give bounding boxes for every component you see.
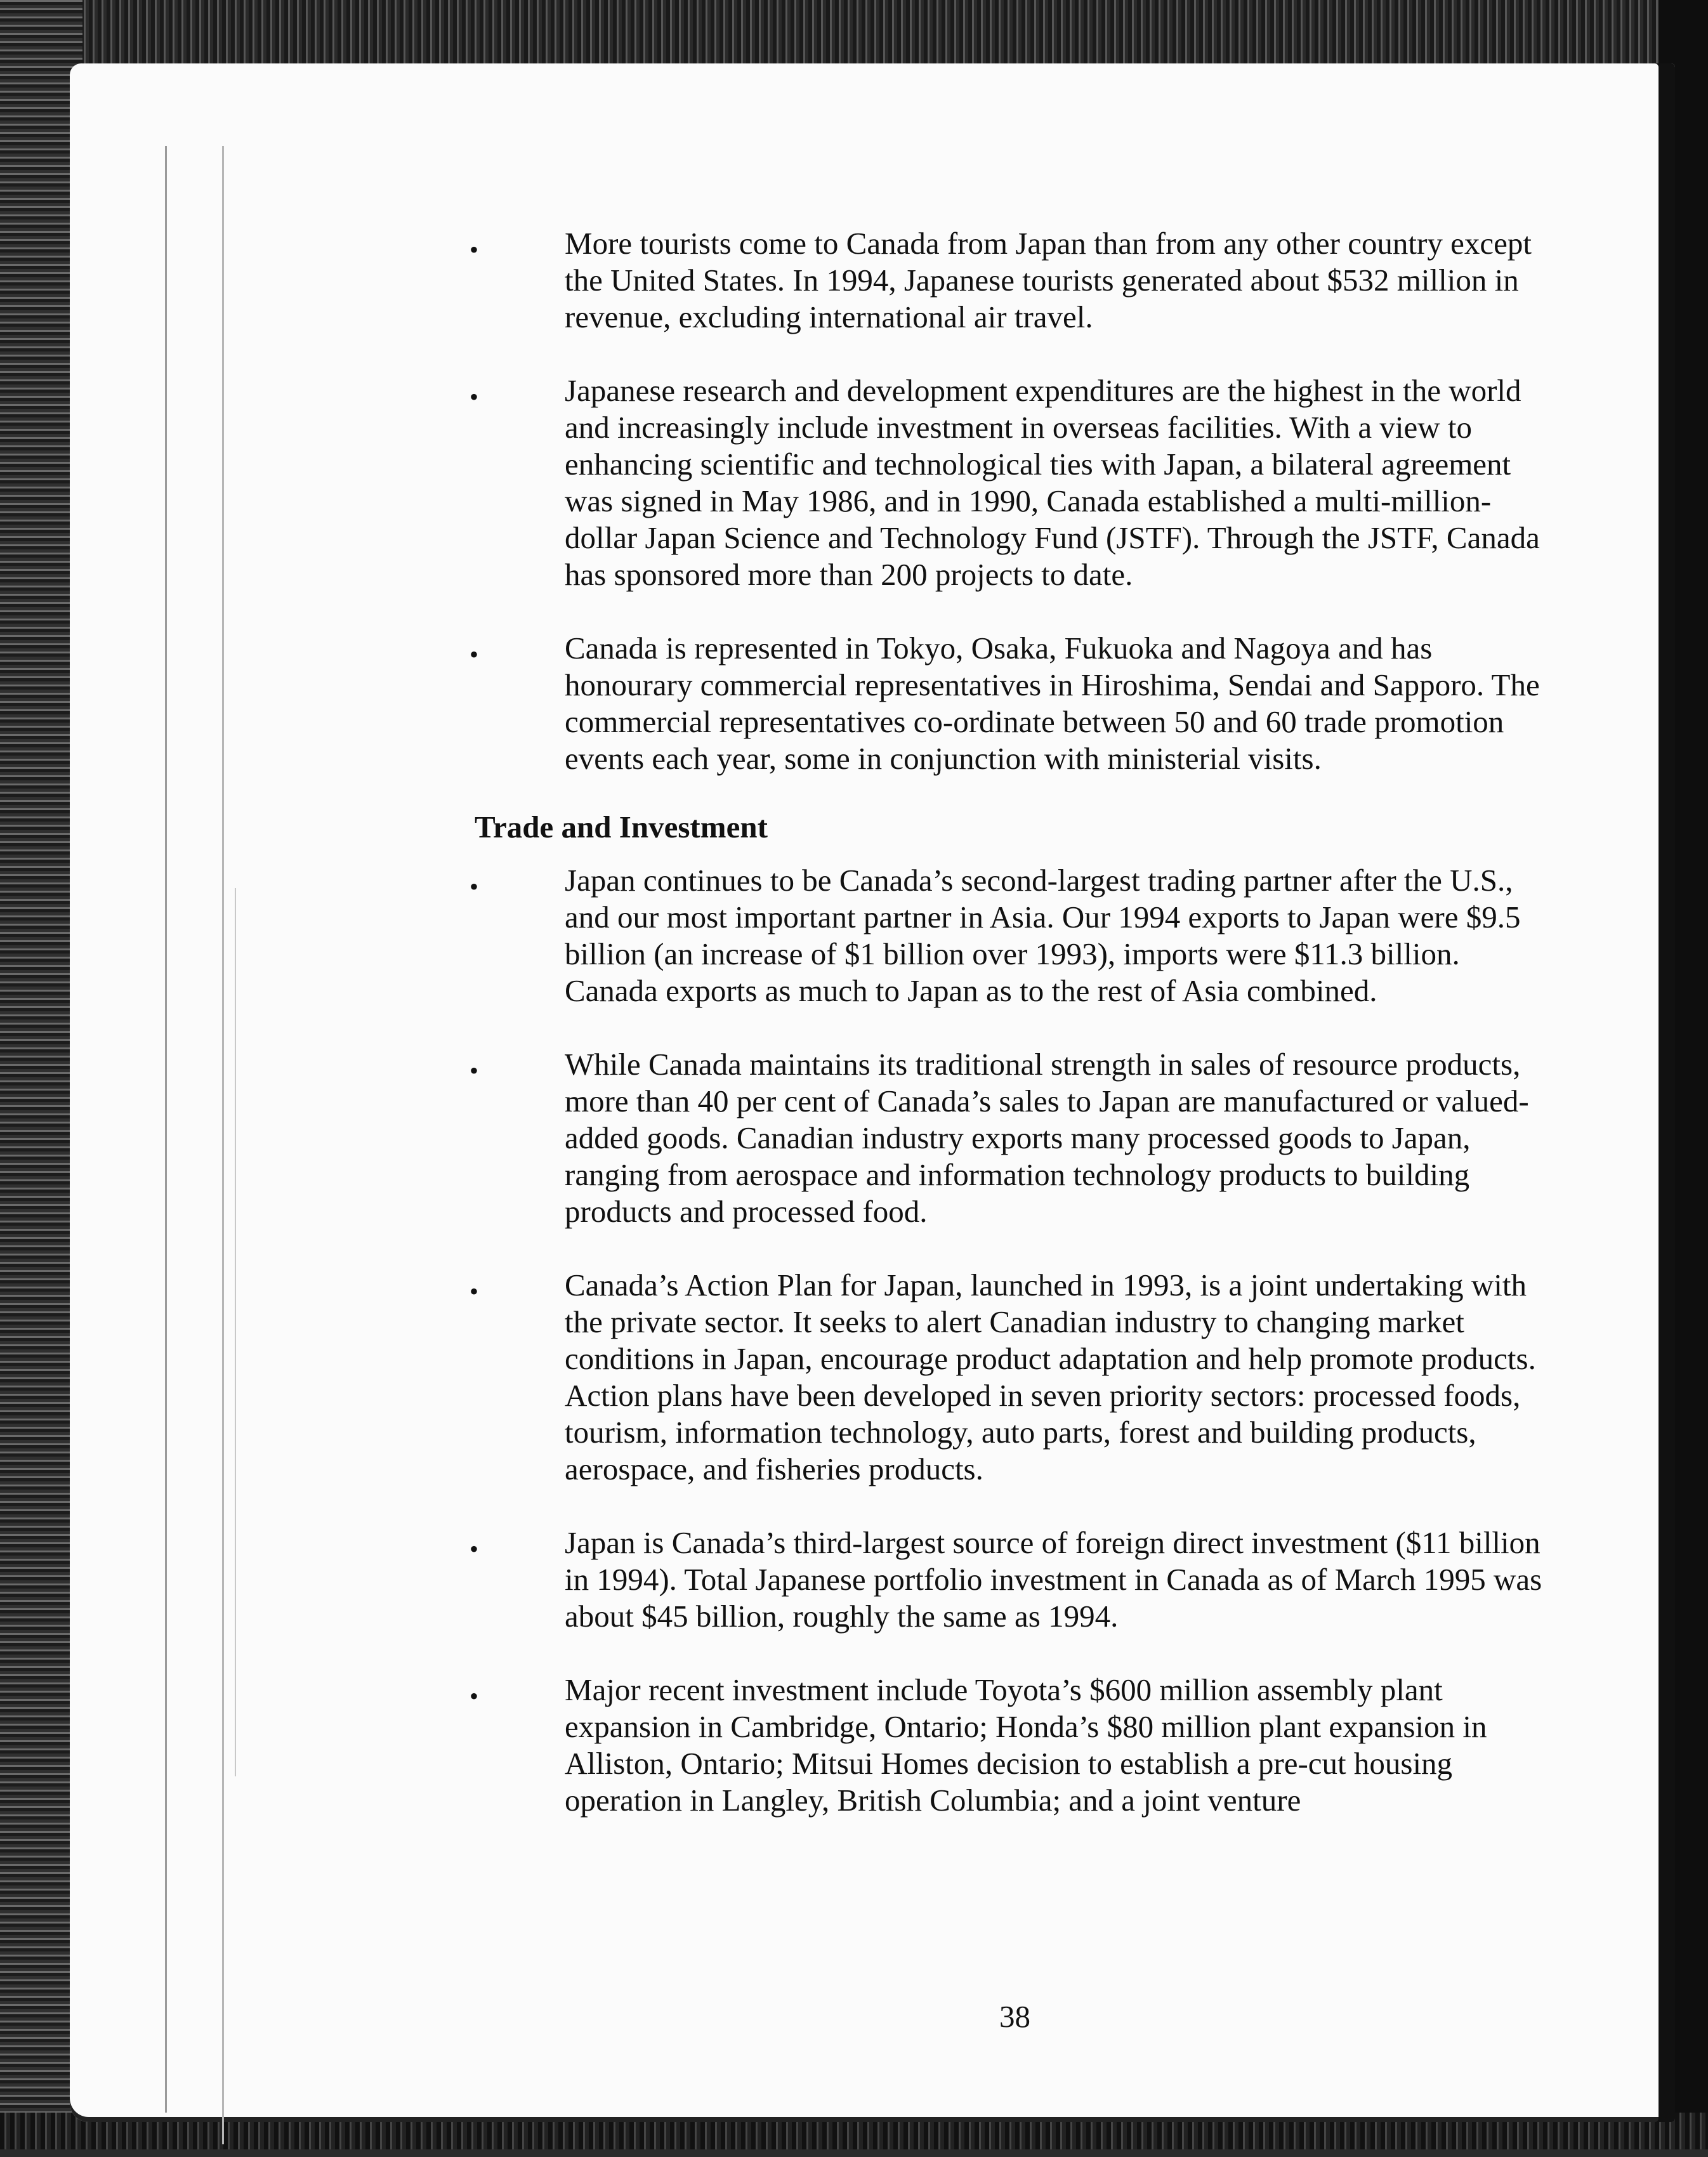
section-heading: Trade and Investment — [475, 810, 768, 844]
margin-rule — [165, 146, 167, 2113]
bullet-icon: • — [470, 383, 479, 411]
bullet-icon: • — [470, 1056, 479, 1085]
list-item-text: While Canada maintains its traditional strength in sales of resource products, more than 40 per cent of Canada’s sales to Japan are manufactured or valued-added goods. Canadian industry exports many processed goods to Japan, ranging from aerospace and information technology products to building products and processed food. — [565, 1047, 1529, 1229]
bullet-icon: • — [470, 1277, 479, 1306]
list-item — [457, 862, 1548, 1009]
bullet-icon: • — [470, 872, 479, 901]
list-item — [457, 372, 1548, 593]
list-item-text: Major recent investment include Toyota’s $600 million assembly plant expansion in Cambridge, Ontario; Honda’s $80 million plant expansion in Alliston, Ontario; Mitsui Homes decision to establish a pre-cut housing operation in Langley, British Columbia; and a joint venture — [565, 1672, 1487, 1818]
page-body — [457, 225, 1548, 1856]
list-item-text: Canada’s Action Plan for Japan, launched in 1993, is a joint undertaking with the private sector. It seeks to alert Canadian industry to changing market conditions in Japan, encourage product adaptation and help promote products. Action plans have been developed in seven priority sectors: processed foods, tourism, information technology, auto parts, forest and building products, aerospace, and fisheries products. — [565, 1268, 1536, 1486]
bullet-icon: • — [470, 235, 479, 264]
list-item — [457, 1267, 1548, 1488]
list-item — [457, 1524, 1548, 1635]
margin-rule — [235, 888, 236, 1776]
list-item-text: Canada is represented in Tokyo, Osaka, Fukuoka and Nagoya and has honourary commercial representatives in Hiroshima, Sendai and Sapporo. The commercial representatives co-ordinate between 50 and 60 trade promotion events each year, some in conjunction with ministerial visits. — [565, 631, 1540, 776]
bullet-icon: • — [470, 1535, 479, 1563]
list-item-text: Japan continues to be Canada’s second-largest trading partner after the U.S., and our most important partner in Asia. Our 1994 exports to Japan were $9.5 billion (an increase of $1 billion over 1993), imports were $11.3 billion. Canada exports as much to Japan as to the rest of Asia combined. — [565, 863, 1521, 1008]
list-item-text: Japanese research and development expenditures are the highest in the world and increasingly include investment in overseas facilities. With a view to enhancing scientific and technological ties with Japan, a bilateral agreement was signed in May 1986, and in 1990, Canada established a multi-million-dollar Japan Science and Technology Fund (JSTF). Through the JSTF, Canada has sponsored more than 200 projects to date. — [565, 373, 1540, 592]
list-item-text: More tourists come to Canada from Japan than from any other country except the United States. In 1994, Japanese tourists generated about $532 million in revenue, excluding international air travel. — [565, 226, 1532, 334]
list-item — [457, 225, 1548, 336]
bullet-icon: • — [470, 640, 479, 669]
page-number: 38 — [999, 1999, 1030, 2034]
list-item — [457, 630, 1548, 777]
list-item-text: Japan is Canada’s third-largest source of foreign direct investment ($11 billion in 1994). Total Japanese portfolio investment in Canada as of March 1995 was about $45 billion, roughly the same as 1994. — [565, 1525, 1542, 1634]
bullet-icon: • — [470, 1682, 479, 1710]
margin-rule — [222, 146, 224, 2144]
list-item — [457, 1046, 1548, 1230]
scan-border-top — [0, 0, 1708, 70]
list-item — [457, 1672, 1548, 1819]
